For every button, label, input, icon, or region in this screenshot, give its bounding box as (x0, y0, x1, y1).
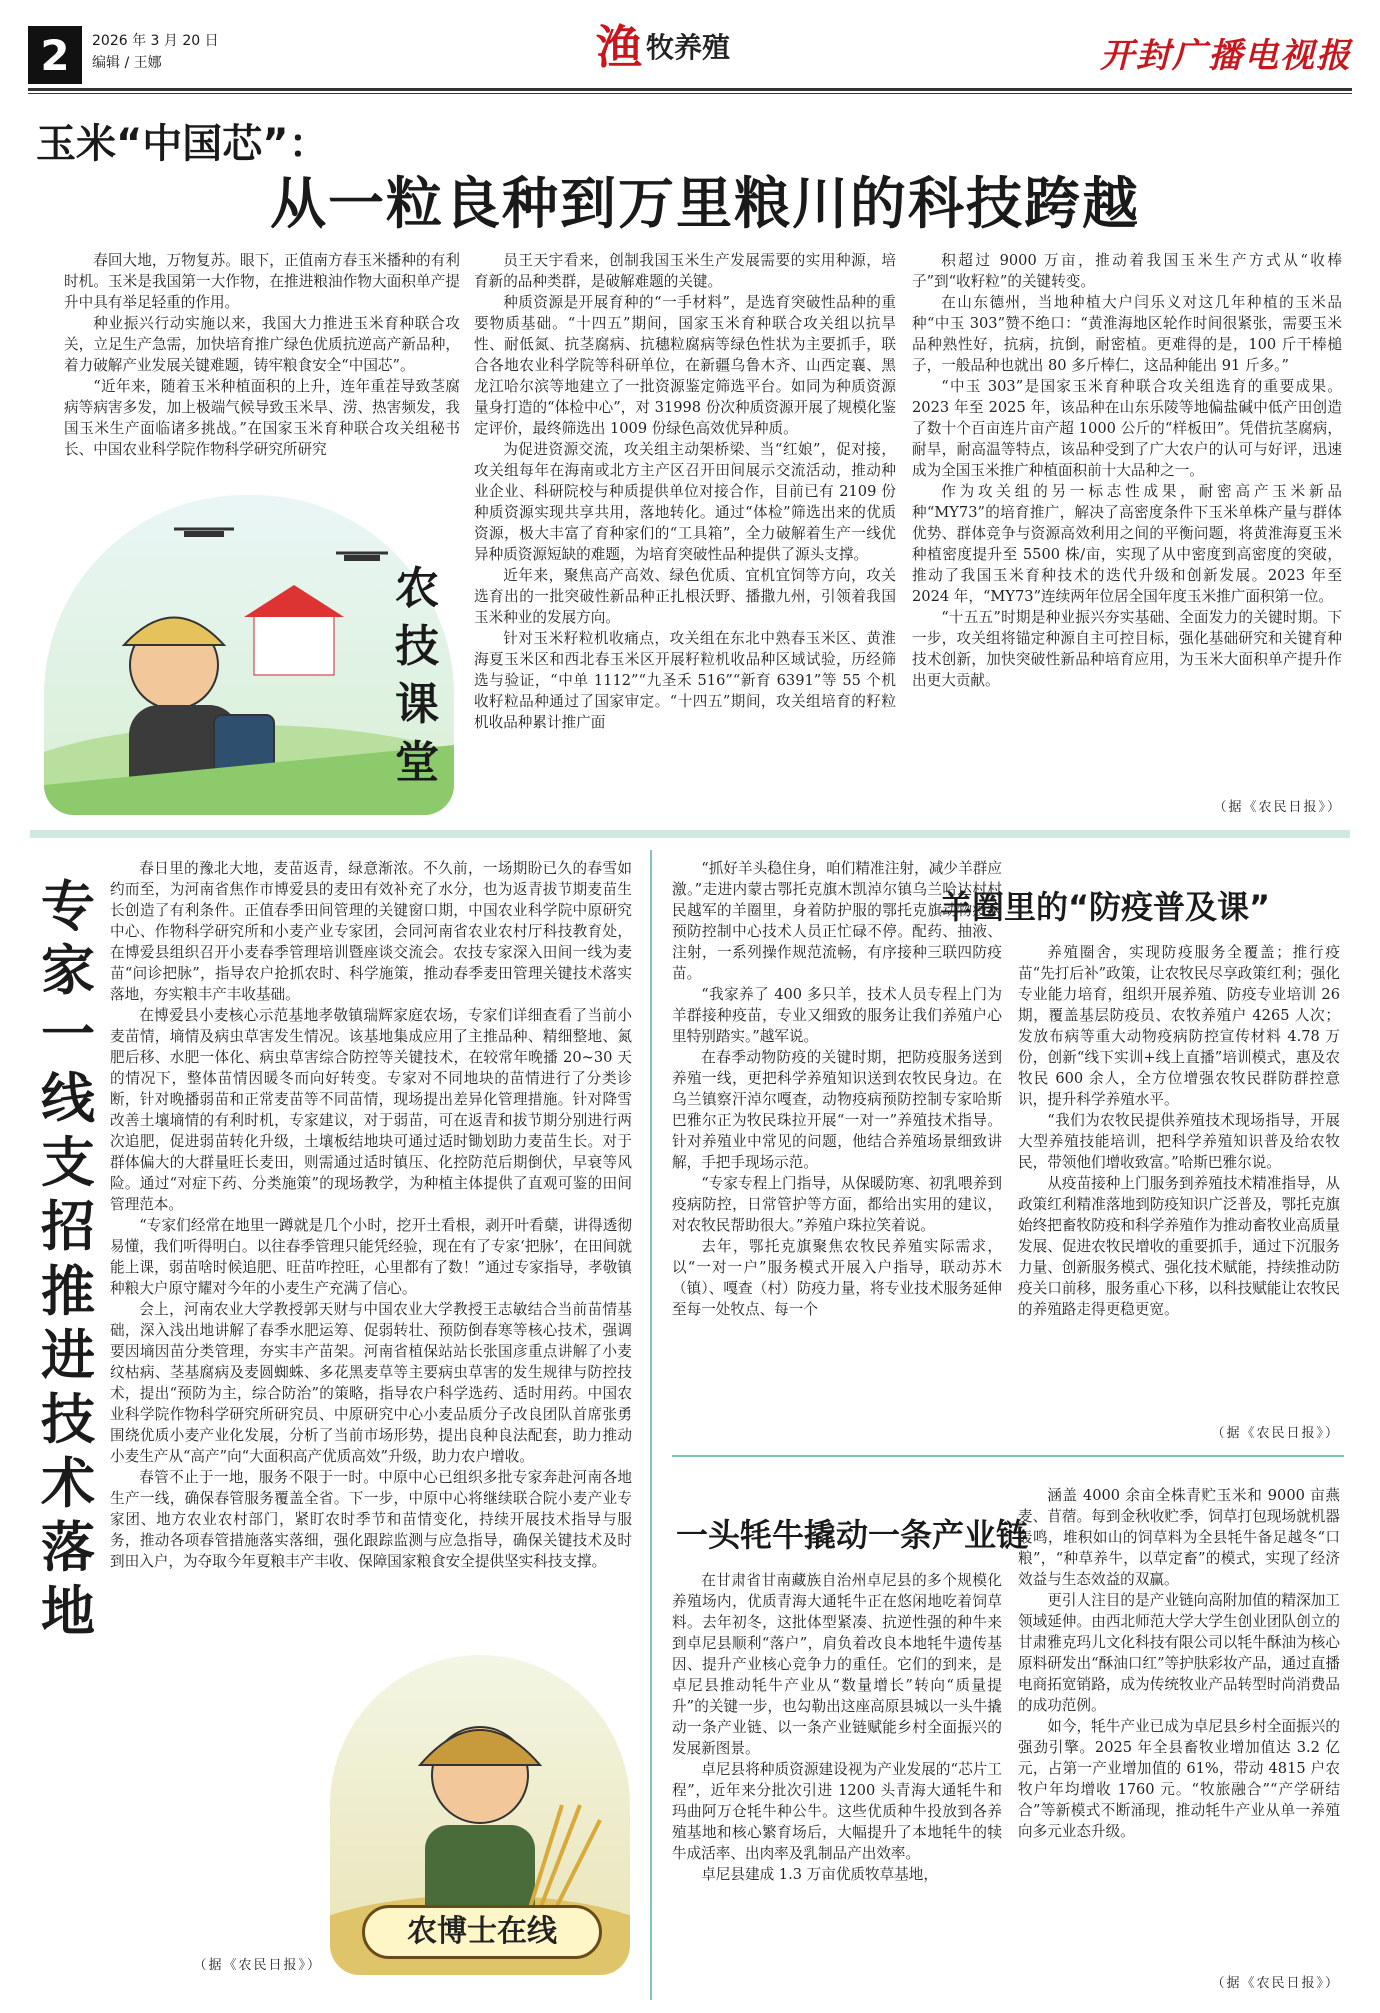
paragraph: 会上，河南农业大学教授郭天财与中国农业大学教授王志敏结合当前苗情基础，深入浅出地讲解了春季水肥运筹、促弱转壮、预防倒春寒等核心技术，强调要因墒因苗分类管理，夯实丰产苗架。河南省植保站站长张国彦重点讲解了小麦纹枯病、茎基腐病及麦圆蜘蛛、多花黑麦草等主要病虫草害的发生规律与防控技术，提出“预防为主，综合防治”的策略，指导农户科学选药、适时用药。中国农业科学院作物科学研究所研究员、中原研究中心小麦品质分子改良团队首席张勇围绕优质小麦产业化发展，分析了当前市场形势，提出良种良法配套，助力推动小麦生产从“高产”向“大面积高产优质高效”升级，助力农户增收。 (110, 1301, 632, 1465)
issue-date: 2026 年 3 月 20 日 (92, 33, 219, 49)
paragraph: 春日里的豫北大地，麦苗返青，绿意渐浓。不久前，一场期盼已久的春雪如约而至，为河南省焦作市博爱县的麦田有效补充了水分，也为返青拔节期麦苗生长创造了有利条件。正值春季田间管理的关键窗口期，中国农业科学院中原研究中心、作物科学研究所和小麦产业专家团，会同河南省农业农村厅科技教育处，在博爱县组织召开小麦春季管理培训暨座谈交流会。农技专家深入田间一线为麦苗“问诊把脉”，指导农户抢抓农时、科学施策，推动春季麦田管理关键技术落实落地，夯实粮丰产丰收基础。 (110, 860, 632, 1003)
paragraph: “抓好羊头稳住身，咱们精准注射，减少羊群应激。”走进内蒙古鄂托克旗木凯淖尔镇乌兰哈达村村民越军的羊圈里，身着防护服的鄂托克旗动物疫病预防控制中心技术人员正忙碌不停。配药、抽液、注射，一系列操作规范流畅，有序接种三联四防疫苗。 (672, 860, 1002, 982)
yak-column-1 (672, 1570, 1002, 1885)
paragraph: 种质资源是开展育种的“一手材料”，是选育突破性品种的重要物质基础。“十四五”期间，国家玉米育种联合攻关组以抗旱性、耐低氮、抗茎腐病、抗穗粒腐病等绿色性状为主要抓手，联合各地农业科学院等科研单位，在新疆乌鲁木齐、山西定襄、黑龙江哈尔滨等地建立了一批资源鉴定筛选平台。如同为种质资源量身打造的“体检中心”，对 31998 份次种质资源开展了规模化鉴定评价，最终筛选出 1009 份绿色高效优异种质。 (474, 294, 896, 437)
paragraph: 养殖圈舍，实现防疫服务全覆盖；推行疫苗“先打后补”政策，让农牧民尽享政策红利；强化专业能力培育，组织开展养殖、防疫专业培训 26 期，覆盖基层防疫员、农牧养殖户 4265 人次；发放布病等重大动物疫病防控宣传材料 4.78 万份，创新“线下实训+线上直播”培训模式，惠及农牧民 600 余人，全方位增强农牧民群防群控意识，提升科学养殖水平。 (1018, 944, 1340, 1108)
paragraph: 员王天宇看来，创制我国玉米生产发展需要的实用种源，培育新的品种类群，是破解难题的关键。 (474, 252, 896, 290)
column-label-nongji-ketang: 农 技 课 堂 (395, 563, 439, 788)
issue-info (92, 30, 219, 74)
paragraph: 春管不止于一地，服务不限于一时。中原中心已组织多批专家奔赴河南各地生产一线，确保春管服务覆盖全省。下一步，中原中心将继续联合院小麦产业专家团、地方农业农村部门，紧盯农时季节和苗情变化，持续开展技术指导与服务，推动各项春管措施落实落细，强化跟踪监测与应急指导，确保关键技术及时到田入户，为夺取今年夏粮丰产丰收、保障国家粮食安全提供坚实科技支撑。 (110, 1469, 632, 1570)
lead-column-2 (474, 250, 896, 733)
paragraph: 在博爱县小麦核心示范基地孝敬镇瑞辉家庭农场，专家们详细查看了当前小麦苗情，墒情及病虫草害发生情况。该基地集成应用了主推品种、精细整地、氮肥后移、水肥一体化、病虫草害综合防控等关键技术，在较常年晚播 20~30 天的情况下，整体苗情因暖冬而向好转变。专家对不同地块的苗情进行了分类诊断，针对晚播弱苗和正常麦苗等不同苗情，现场提出差异化管理措施。针对降雪改善土壤墒情的有利时机，专家建议，对于弱苗，可在返青和拔节期分别进行两次追肥，促进弱苗转化升级，土壤板结地块可通过适时锄划助力麦苗生长。对于群体偏大的大群量旺长麦田，则需通过适时镇压、化控防范后期倒伏，早衰等风险。通过“对症下药、分类施策”的现场教学，为种植主体提供了直观可鉴的田间管理范本。 (110, 1007, 632, 1213)
paragraph: “十五五”时期是种业振兴夯实基础、全面发力的关键时期。下一步，攻关组将锚定种源自主可控目标，强化基础研究和关键育种技术创新，加快突破性新品种培育应用，为玉米大面积单产提升作出更大贡献。 (912, 609, 1342, 689)
column-rule (650, 850, 652, 2000)
lead-source: （据《农民日报》） (1213, 800, 1342, 815)
paragraph: 更引人注目的是产业链向高附加值的精深加工领域延伸。由西北师范大学大学生创业团队创立的甘肃雅克玛儿文化科技有限公司以牦牛酥油为核心原料研发出“酥油口红”等护肤彩妆产品，通过直播电商拓宽销路，成为传统牧业产品转型时尚消费品的成功范例。 (1018, 1592, 1340, 1714)
column-label-nong-boshi: 农博士在线 (362, 1905, 602, 1959)
lead-headline: 从一粒良种到万里粮川的科技跨越 (270, 172, 1140, 237)
header-rule-thin (28, 93, 1352, 94)
paragraph: “专家们经常在地里一蹲就是几个小时，挖开土看根，剥开叶看蘖，讲得透彻易懂，我们听得明白。以往春季管理只能凭经验，现在有了专家‘把脉’，在田间就能上课，弱苗啥时候追肥、旺苗咋控旺，心里都有了数！”通过专家指导，孝敬镇种粮大户原守耀对今年的小麦生产充满了信心。 (110, 1217, 632, 1297)
lead-kicker: 玉米“中国芯”： (36, 121, 329, 167)
paragraph: 卓尼县建成 1.3 万亩优质牧草基地， (701, 1866, 938, 1883)
paragraph: 针对玉米籽粒机收痛点，攻关组在东北中熟春玉米区、黄淮海夏玉米区和西北春玉米区开展籽粒机收品种区域试验，历经筛选与验证，“中单 1112”“九圣禾 516”“新育 6391”等 55 个机收籽粒品种通过了国家审定。“十四五”期间，攻关组培育的籽粒机收品种累计推广面 (474, 630, 896, 731)
page-number: 2 (28, 26, 82, 84)
expert-heading-1: 专 家 一 线 支 招 (41, 875, 95, 1258)
paragraph: 从疫苗接种上门服务到养殖技术精准指导，从政策红利精准落地到防疫知识广泛普及，鄂托克旗始终把畜牧防疫和科学养殖作为推动畜牧业高质量发展、促进农牧民增收的重要抓手，通过下沉服务力量、创新服务模式、强化技术赋能，持续推动防疫关口前移，服务重心下移，以科技赋能让农牧民的养殖路走得更稳更宽。 (1018, 1175, 1340, 1318)
paragraph: 如今，牦牛产业已成为卓尼县乡村全面振兴的强劲引擎。2025 年全县畜牧业增加值达 3.2 亿元，占第一产业增加值的 61%，带动 4815 户农牧户年均增收 1760 元。“牧旅融合”“产学研结合”等新模式不断涌现，推动牦牛产业从单一养殖向多元业态升级。 (1018, 1718, 1340, 1840)
masthead-logo: 开封广播电视报 (1100, 36, 1352, 76)
section-title-rest: 牧养殖 (646, 31, 731, 64)
paragraph: 在春季动物防疫的关键时期，把防疫服务送到养殖一线，更把科学养殖知识送到农牧民身边。在乌兰镇察汗淖尔嘎查，动物疫病预防控制专家哈斯巴雅尔正为牧民珠拉开展“一对一”养殖技术指导。针对养殖业中常见的问题，他结合养殖场景细致讲解，手把手现场示范。 (672, 1049, 1002, 1171)
paragraph: 作为攻关组的另一标志性成果，耐密高产玉米新品种“MY73”的培育推广，解决了高密度条件下玉米单株产量与群体优势、群体竞争与资源高效利用之间的平衡问题，将黄淮海夏玉米种植密度提升至 5500 株/亩，实现了从中密度到高密度的突破，推动了我国玉米育种技术的迭代升级和创新发展。2023 年至 2024 年，“MY73”连续两年位居全国年度玉米推广面积第一位。 (912, 483, 1342, 605)
paragraph: 近年来，聚焦高产高效、绿色优质、宜机宜饲等方向，攻关选育出的一批突破性新品种正扎根沃野、播撒九州，引领着我国玉米种业的发展方向。 (474, 567, 896, 626)
sheep-source: （据《农民日报》） (1211, 1426, 1340, 1441)
paragraph: 为促进资源交流，攻关组主动架桥梁、当“红娘”，促对接，攻关组每年在海南或北方主产区召开田间展示交流活动，推动种业企业、科研院校与种质提供单位对接合作，目前已有 2109 份种质资源实现共享共用，落地转化。通过“体检”筛选出来的优质资源，极大丰富了育种家们的“工具箱”，全力破解着生产一线优异种质资源短缺的难题，为培育突破性品种提供了源头支撑。 (474, 441, 896, 563)
yak-column-2 (1018, 1485, 1340, 1842)
expert-source: （据《农民日报》） (193, 1958, 322, 1973)
editor-credit: 编辑 / 王娜 (92, 55, 162, 71)
paragraph: 春回大地，万物复苏。眼下，正值南方春玉米播种的有利时机。玉米是我国第一大作物，在推进粮油作物大面积单产提升中具有举足轻重的作用。 (64, 252, 460, 311)
section-title (596, 20, 731, 74)
paragraph: 去年，鄂托克旗聚焦农牧民养殖实际需求，以“一对一户”服务模式开展入户指导，联动苏木（镇）、嘎查（村）防疫力量，将专业技术服务延伸至每一处牧点、每一个 (672, 1238, 1002, 1318)
paragraph: “专家专程上门指导，从保暖防寒、初乳喂养到疫病防控，日常管护等方面，都给出实用的建议，对农牧民帮助很大。”养殖户珠拉笑着说。 (672, 1175, 1002, 1234)
sheep-column-1 (672, 858, 1002, 1320)
paragraph: “近年来，随着玉米种植面积的上升，连年重茬导致茎腐病等病害多发，加上极端气候导致玉米旱、涝、热害频发，我国玉米生产面临诸多挑战。”在国家玉米育种联合攻关组秘书长、中国农业科学院作物科学研究所研究 (64, 378, 460, 458)
paragraph: 在甘肃省甘南藏族自治州卓尼县的多个规模化养殖场内，优质青海大通牦牛正在悠闲地吃着饲草料。去年初冬，这批体型紧凑、抗逆性强的种牛来到卓尼县顺利“落户”，肩负着改良本地牦牛遗传基因、提升产业核心竞争力的重任。它们的到来，是卓尼县推动牦牛产业从“数量增长”转向“质量提升”的关键一步，也勾勒出这座高原县城以一头牛撬动一条产业链、以一条产业链赋能乡村全面振兴的发展新图景。 (672, 1572, 1002, 1757)
expert-heading-2: 推 进 技 术 落 地 (41, 1260, 95, 1643)
sheep-headline: 羊圈里的“防疫普及课” (940, 888, 1271, 926)
section-rule-h (672, 1455, 1344, 1457)
paragraph: 在山东德州，当地种植大户闫乐义对这几年种植的玉米品种“中玉 303”赞不绝口：“黄淮海地区轮作时间很紧张，需要玉米品种熟性好，抗病，抗倒，耐密植。更难得的是，100 斤干棒槌子，一般品种也就出 80 多斤棒仁，这品种能出 91 斤多。” (912, 294, 1342, 374)
yak-headline: 一头牦牛撬动一条产业链 (676, 1516, 1029, 1554)
yak-source: （据《农民日报》） (1211, 1976, 1340, 1991)
paragraph: “我们为农牧民提供养殖技术现场指导，开展大型养殖技能培训，把科学养殖知识普及给农牧民，带领他们增收致富。”哈斯巴雅尔说。 (1018, 1112, 1340, 1171)
sheep-column-2 (1018, 942, 1340, 1320)
paragraph: “中玉 303”是国家玉米育种联合攻关组选育的重要成果。2023 年至 2025 年，该品种在山东乐陵等地偏盐碱中低产田创造了数十个百亩连片亩产超 1000 公斤的“样板田”。凭借抗茎腐病，耐旱，耐高温等特点，该品种受到了广大农户的认可与好评，迅速成为全国玉米推广种植面积前十大品种之一。 (912, 378, 1342, 479)
paragraph: 积超过 9000 万亩，推动着我国玉米生产方式从“收棒子”到“收籽粒”的关键转变。 (912, 252, 1342, 290)
header-rule (28, 88, 1352, 91)
paragraph: “我家养了 400 多只羊，技术人员专程上门为羊群接种疫苗，专业又细致的服务让我们养殖户心里特别踏实。”越军说。 (672, 986, 1002, 1045)
section-divider (30, 830, 1350, 838)
expert-body (110, 858, 632, 1572)
paragraph: 种业振兴行动实施以来，我国大力推进玉米育种联合攻关，立足生产急需，加快培育推广绿色优质抗逆高产新品种，着力破解产业发展关键难题，铸牢粮食安全“中国芯”。 (64, 315, 460, 374)
lead-column-3 (912, 250, 1342, 691)
paragraph: 卓尼县将种质资源建设视为产业发展的“芯片工程”，近年来分批次引进 1200 头青海大通牦牛和玛曲阿万仓牦牛种公牛。这些优质种牛投放到各养殖基地和核心繁育场后，大幅提升了本地牦牛的犊牛成活率、出肉率及乳制品产出效率。 (672, 1761, 1002, 1862)
paragraph: 涵盖 4000 余亩全株青贮玉米和 9000 亩燕麦、苜蓿。每到金秋收贮季，饲草打包现场就机器轰鸣，堆积如山的饲草料为全县牦牛备足越冬“口粮”，“种草养牛，以草定畜”的模式，实现了经济效益与生态效益的双赢。 (1018, 1487, 1340, 1588)
lead-column-1 (64, 250, 460, 460)
section-title-first: 渔 (596, 20, 642, 74)
